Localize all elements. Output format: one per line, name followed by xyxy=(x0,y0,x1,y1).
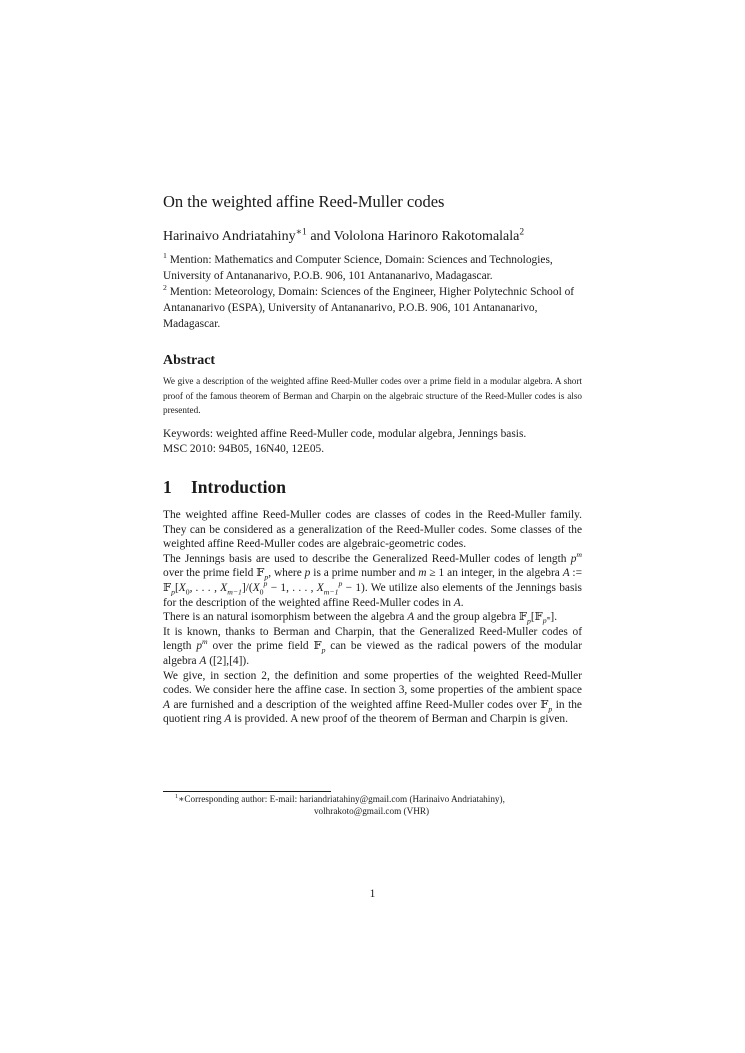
author-1: Harinaivo Andriatahiny xyxy=(163,229,296,244)
intro-paragraph-5 xyxy=(163,669,582,727)
affiliation-2-mark: 2 xyxy=(163,283,167,293)
section-number: 1 xyxy=(163,477,172,497)
text-run: over the prime field xyxy=(207,640,314,653)
math-algebra-A: A := $𝔽_p[X_0$, . . . , $X_{m-1}]/(X_0^p - 1$, . . . , $X_{m-1}^p - 1$) xyxy=(163,567,582,597)
math-A: A xyxy=(163,698,170,711)
math-A: A xyxy=(199,654,207,667)
text-run: We give, in section 2, the definition and some properties of the weighted Reed-Muller codes. We consider here the affine case. In section 3, some properties of the ambient space xyxy=(163,669,582,697)
text-run: over the prime field xyxy=(163,567,257,580)
text-run: and the group algebra xyxy=(414,611,519,624)
affiliation-1-mark: 1 xyxy=(163,251,167,261)
text-run: can be viewed as the radical powers of the modular algebra xyxy=(163,640,582,667)
footnote-rule xyxy=(163,791,331,792)
math-A: A xyxy=(224,713,232,726)
footnote-mark: 1 xyxy=(175,792,179,800)
footnote-line-2: volhrakoto@gmail.com (VHR) xyxy=(313,806,430,816)
msc-codes: MSC 2010: 94B05, 16N40, 12E05. xyxy=(163,443,325,455)
author-list xyxy=(163,228,582,246)
text-run: ([2],[4]). xyxy=(206,654,250,667)
keywords-block xyxy=(163,427,582,457)
text-run: in the quotient ring xyxy=(163,698,582,726)
math-A: A xyxy=(453,596,461,609)
keywords: Keywords: weighted affine Reed-Muller code, modular algebra, Jennings basis. xyxy=(163,428,527,440)
math-Fp: 𝔽$_p$ xyxy=(540,698,553,713)
introduction-body xyxy=(163,508,582,727)
affiliation-1-text: Mention: Mathematics and Computer Science, Domain: Sciences and Technologies, University of Antananarivo, P.O.B. 906, 101 Antananarivo, Madagascar. xyxy=(163,254,553,282)
math-m-ge-1: m ≥ 1 xyxy=(418,567,445,580)
page-number: 1 xyxy=(369,888,376,900)
text-run: . xyxy=(554,611,558,624)
text-run: It is known, thanks to Berman and Charpin, that the Generalized Reed-Muller codes of length xyxy=(163,625,582,653)
text-run: are furnished and a description of the weighted affine Reed-Muller codes over xyxy=(169,698,541,711)
text-run: The Jennings basis are used to describe the Generalized Reed-Muller codes of length xyxy=(163,552,571,565)
text-run: an integer, in the algebra xyxy=(444,567,563,580)
math-p-m: $p^m$ xyxy=(570,549,582,565)
section-title: Introduction xyxy=(191,477,286,497)
author-connector: and xyxy=(306,229,334,244)
paper-title: On the weighted affine Reed-Muller codes xyxy=(163,192,445,211)
math-group-algebra: 𝔽$_p$[𝔽$_{p^m}$] xyxy=(518,611,555,626)
intro-paragraph-4 xyxy=(163,625,582,669)
text-run: . We utilize also elements of the Jennings basis for the description of the weighted affine Reed-Muller codes in xyxy=(163,581,582,609)
affiliations xyxy=(163,252,582,332)
intro-paragraph-3 xyxy=(163,610,582,625)
intro-paragraph-1: The weighted affine Reed-Muller codes are classes of codes in the Reed-Muller family. They can be considered as a generalization of the Reed-Muller codes. Some classes of the weighted affine Reed-Muller codes are algebraic-geometric codes. xyxy=(163,509,582,551)
affiliation-2-text: Mention: Meteorology, Domain: Sciences of the Engineer, Higher Polytechnic School of Antananarivo (ESPA), University of Antananarivo, P.O.B. 906, 101 Antananarivo, Madagascar. xyxy=(163,286,575,330)
author-2: Vololona Harinoro Rakotomalala xyxy=(333,229,520,244)
math-p-m: $p^m$ xyxy=(196,637,208,653)
footnote xyxy=(175,793,582,817)
math-p: p xyxy=(304,567,311,580)
text-run: . xyxy=(460,596,464,609)
author-1-marks: ∗1 xyxy=(295,227,307,238)
affiliation-1 xyxy=(163,252,582,284)
text-run: is provided. A new proof of the theorem of Berman and Charpin is given. xyxy=(231,713,568,726)
abstract-text: We give a description of the weighted affine Reed-Muller codes over a prime field in a modular algebra. A short proof of the famous theorem of Berman and Charpin on the algebraic structure of the Reed-Muller codes is also presented. xyxy=(163,376,582,416)
abstract-heading: Abstract xyxy=(163,353,216,368)
author-2-marks: 2 xyxy=(519,227,525,238)
section-heading xyxy=(163,476,582,498)
math-Fp: 𝔽$_p$ xyxy=(256,567,269,582)
math-Fp: 𝔽$_p$ xyxy=(313,640,326,655)
text-run: There is an natural isomorphism between the algebra xyxy=(163,611,408,624)
intro-paragraph-2 xyxy=(163,549,582,610)
math-A: A xyxy=(407,611,415,624)
text-run: , where xyxy=(268,567,305,580)
footnote-line-1: ∗Corresponding author: E-mail: hariandriatahiny@gmail.com (Harinaivo Andriatahiny), xyxy=(178,794,505,804)
affiliation-2 xyxy=(163,284,582,332)
text-run: is a prime number and xyxy=(310,567,419,580)
